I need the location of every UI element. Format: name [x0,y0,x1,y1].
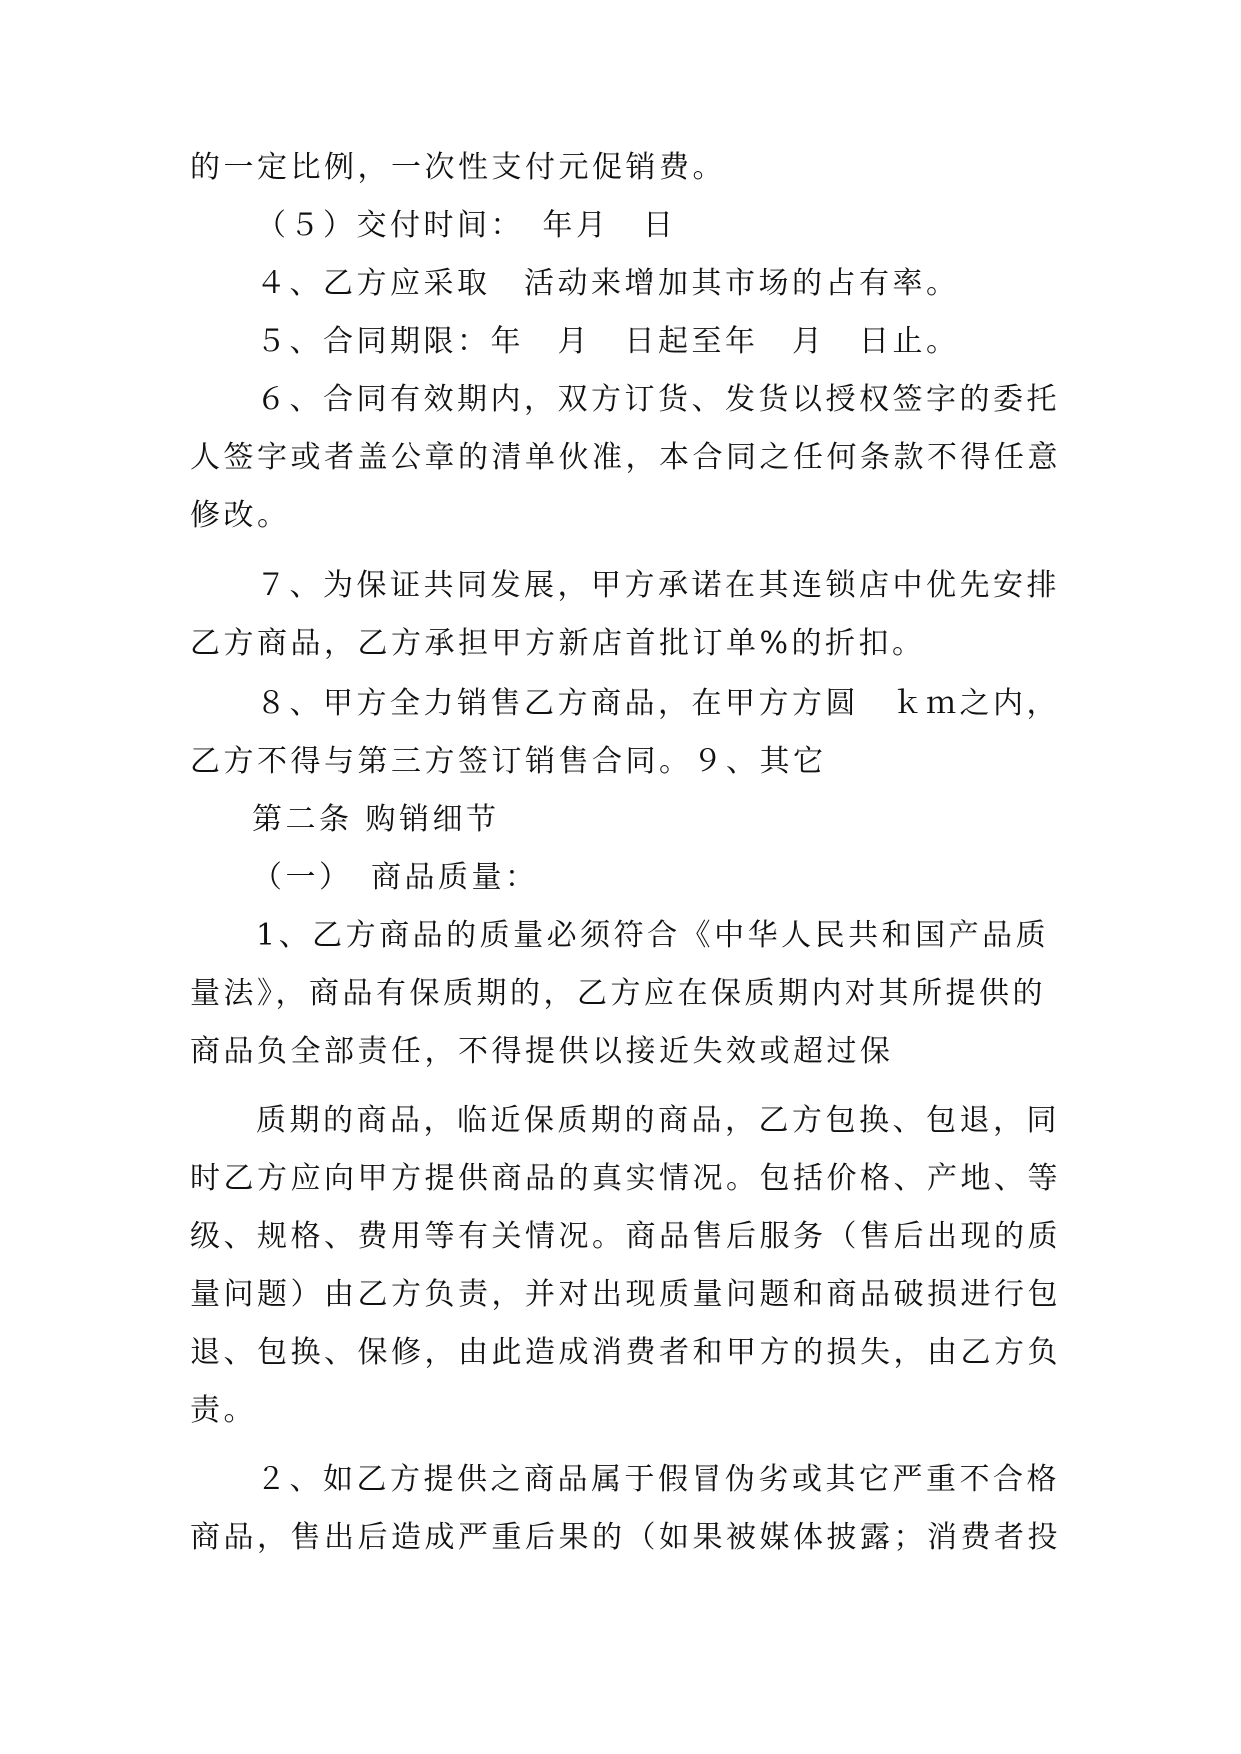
text-line: 商品负全部责任，不得提供以接近失效或超过保 [190,1034,894,1069]
text-line: 乙方商品，乙方承担甲方新店首批订单%的折扣。 [190,626,926,661]
text-line: ７、为保证共同发展，甲方承诺在其连锁店中优先安排 [256,568,1060,603]
text-line: 修改。 [190,498,291,533]
text-line: （５）交付时间： 年月 日 [256,208,677,243]
text-line: ６、合同有效期内，双方订货、发货以授权签字的委托 [256,382,1060,417]
text-line: 的一定比例，一次性支付元促销费。 [190,150,726,185]
text-line: ８、甲方全力销售乙方商品，在甲方方圆 ｋｍ之内， [256,686,1060,721]
text-line: 责。 [190,1393,257,1428]
text-line: 量法》，商品有保质期的，乙方应在保质期内对其所提供的 [190,976,1046,1011]
text-line: 商品，售出后造成严重后果的（如果被媒体披露；消费者投 [190,1520,1061,1555]
text-line: ４、乙方应采取 活动来增加其市场的占有率。 [256,266,960,301]
text-line: 时乙方应向甲方提供商品的真实情况。包括价格、产地、等 [190,1161,1061,1196]
text-line: 退、包换、保修，由此造成消费者和甲方的损失，由乙方负 [190,1335,1061,1370]
text-line: 乙方不得与第三方签订销售合同。９、其它 [190,744,827,779]
text-line: 量问题）由乙方负责，并对出现质量问题和商品破损进行包 [190,1277,1061,1312]
text-line: ２、如乙方提供之商品属于假冒伪劣或其它严重不合格 [256,1462,1060,1497]
text-line: 1、乙方商品的质量必须符合《中华人民共和国产品质 [256,918,1050,953]
text-line: 人签字或者盖公章的清单伙准，本合同之任何条款不得任意 [190,440,1061,475]
section-heading: 第二条 购销细节 [252,802,500,837]
subsection-heading: （一） 商品质量： [252,860,539,895]
text-line: 级、规格、费用等有关情况。商品售后服务（售后出现的质 [190,1219,1061,1254]
text-line: ５、合同期限：年 月 日起至年 月 日止。 [256,324,960,359]
text-line: 质期的商品，临近保质期的商品，乙方包换、包退，同 [256,1103,1060,1138]
